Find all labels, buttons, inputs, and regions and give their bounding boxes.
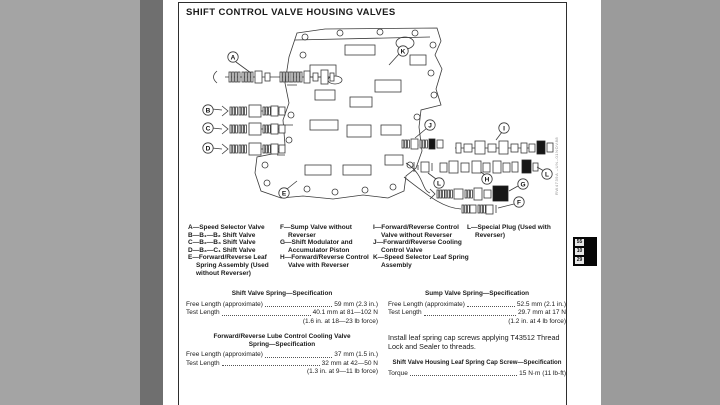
spec-label: Test Length	[186, 359, 220, 367]
spec-value: 29.7 mm at 17 N	[517, 309, 566, 317]
spec-label: Free Length (approximate)	[186, 351, 263, 359]
page-title: SHIFT CONTROL VALVE HOUSING VALVES	[186, 7, 396, 18]
svg-text:H: H	[484, 176, 490, 184]
spec-table-title: Forward/Reverse Lube Control Cooling Valve Spring—Specification	[213, 333, 351, 348]
svg-text:L: L	[545, 171, 549, 179]
manual-page	[163, 0, 601, 405]
assembly-d	[222, 143, 285, 155]
tab-number-page: 29	[576, 257, 583, 263]
svg-text:C: C	[205, 125, 211, 133]
svg-text:B: B	[205, 107, 211, 115]
spec-value: 59 mm (2.3 in.)	[334, 300, 378, 308]
dot-leader	[222, 365, 320, 366]
callout-h	[481, 172, 492, 184]
spec-table-sump-valve-spring	[388, 290, 566, 326]
legend-item: D—B₃—C₁ Shift Valve	[188, 246, 256, 254]
spec-value: 15 N·m (11 lb-ft)	[519, 369, 566, 377]
assembly-j	[402, 139, 443, 149]
svg-text:D: D	[205, 145, 211, 153]
desktop-background-right	[601, 0, 720, 405]
legend-column-2	[280, 224, 371, 270]
dot-leader	[265, 357, 332, 358]
legend-column-3	[373, 224, 469, 270]
note-text: Install leaf spring cap screws applying T43512 Thread Lock and Sealer to threads.	[388, 333, 560, 351]
spec-row	[186, 360, 378, 369]
callout-a	[228, 52, 251, 73]
spec-table-fr-lube-cooling-spring	[186, 333, 378, 377]
spec-value: 40.1 mm at 81—102 N	[312, 309, 378, 317]
spec-label: Free Length (approximate)	[186, 300, 263, 308]
spec-row	[186, 351, 378, 360]
spec-value: 52.5 mm (2.1 in.)	[516, 300, 566, 308]
legend-item: I—Forward/Reverse Control Valve without Reverser	[373, 224, 459, 239]
dot-leader	[222, 315, 311, 316]
callout-l-right	[537, 167, 552, 179]
spec-label: Free Length (approximate)	[388, 300, 465, 308]
spec-table-title: Shift Valve Housing Leaf Spring Cap Screw—Specification	[392, 359, 562, 366]
spec-value-line2: (1.3 in. at 9—11 lb force)	[306, 368, 378, 376]
page-tab	[573, 237, 597, 266]
assembly-c	[222, 123, 285, 135]
legend-column-4	[467, 224, 564, 239]
svg-text:K: K	[400, 48, 406, 56]
diagram-svg	[185, 25, 563, 223]
spec-value-line2: (1.2 in. at 4 lb force)	[508, 317, 566, 325]
tab-number-group: 10	[576, 248, 583, 254]
dot-leader	[410, 375, 517, 376]
spec-row	[186, 301, 378, 310]
spec-label: Torque	[388, 369, 408, 377]
legend-item: E—Forward/Reverse Leaf Spring Assembly (Used without Reverser)	[188, 254, 269, 277]
callout-d	[203, 143, 222, 153]
callout-g	[509, 179, 528, 191]
content-frame	[178, 2, 567, 405]
figure-id-vertical-text: RW4739A –UN–01NOV88	[554, 136, 559, 195]
legend-item: K—Speed Selector Leaf Spring Assembly	[373, 254, 469, 269]
assembly-b	[222, 105, 285, 117]
spec-label: Test Length	[186, 309, 220, 317]
spec-table-title: Shift Valve Spring—Specification	[231, 290, 333, 297]
svg-text:L: L	[437, 180, 441, 188]
callout-i	[496, 123, 509, 140]
spec-row	[388, 309, 566, 318]
callout-c	[203, 123, 222, 133]
legend-item: A—Speed Selector Valve	[188, 224, 265, 231]
legend-item: G—Shift Modulator and Accumulator Piston	[280, 239, 353, 254]
spec-value-line2: (1.6 in. at 18—23 lb force)	[302, 317, 378, 325]
svg-text:E: E	[281, 190, 287, 198]
spec-row	[186, 309, 378, 318]
dot-leader	[265, 306, 332, 307]
svg-text:A: A	[230, 54, 236, 62]
spec-label: Test Length	[388, 309, 422, 317]
assembly-i	[455, 141, 553, 154]
legend-item: H—Forward/Reverse Control Valve with Reverser	[280, 254, 369, 269]
legend-column-1	[188, 224, 280, 277]
spec-row	[388, 301, 566, 310]
legend-item: F—Sump Valve without Reverser	[280, 224, 352, 239]
svg-text:J: J	[428, 122, 432, 130]
spec-table-shift-valve-spring	[186, 290, 378, 326]
dot-leader	[424, 315, 516, 316]
spec-table-leaf-spring-cap-screw	[388, 359, 566, 378]
legend-item: L—Special Plug (Used with Reverser)	[467, 224, 551, 239]
page-shadow-band	[140, 0, 163, 405]
legend-item: J—Forward/Reverse Cooling Control Valve	[373, 239, 462, 254]
spec-value: 32 mm at 42—50 N	[321, 359, 378, 367]
legend-item: C—B₂—B₃ Shift Valve	[188, 239, 256, 247]
assembly-h	[414, 160, 538, 173]
callout-b	[203, 105, 222, 115]
svg-text:G: G	[520, 181, 526, 189]
svg-text:F: F	[517, 199, 521, 207]
legend-item: B—B₁—B₂ Shift Valve	[188, 231, 256, 239]
callout-l-left	[428, 173, 444, 188]
dot-leader	[467, 306, 515, 307]
tab-number-section: 55	[576, 239, 583, 245]
svg-text:I: I	[503, 125, 505, 133]
spec-value: 37 mm (1.5 in.)	[334, 351, 378, 359]
spec-row	[388, 370, 566, 379]
spec-table-title: Sump Valve Spring—Specification	[424, 290, 530, 297]
